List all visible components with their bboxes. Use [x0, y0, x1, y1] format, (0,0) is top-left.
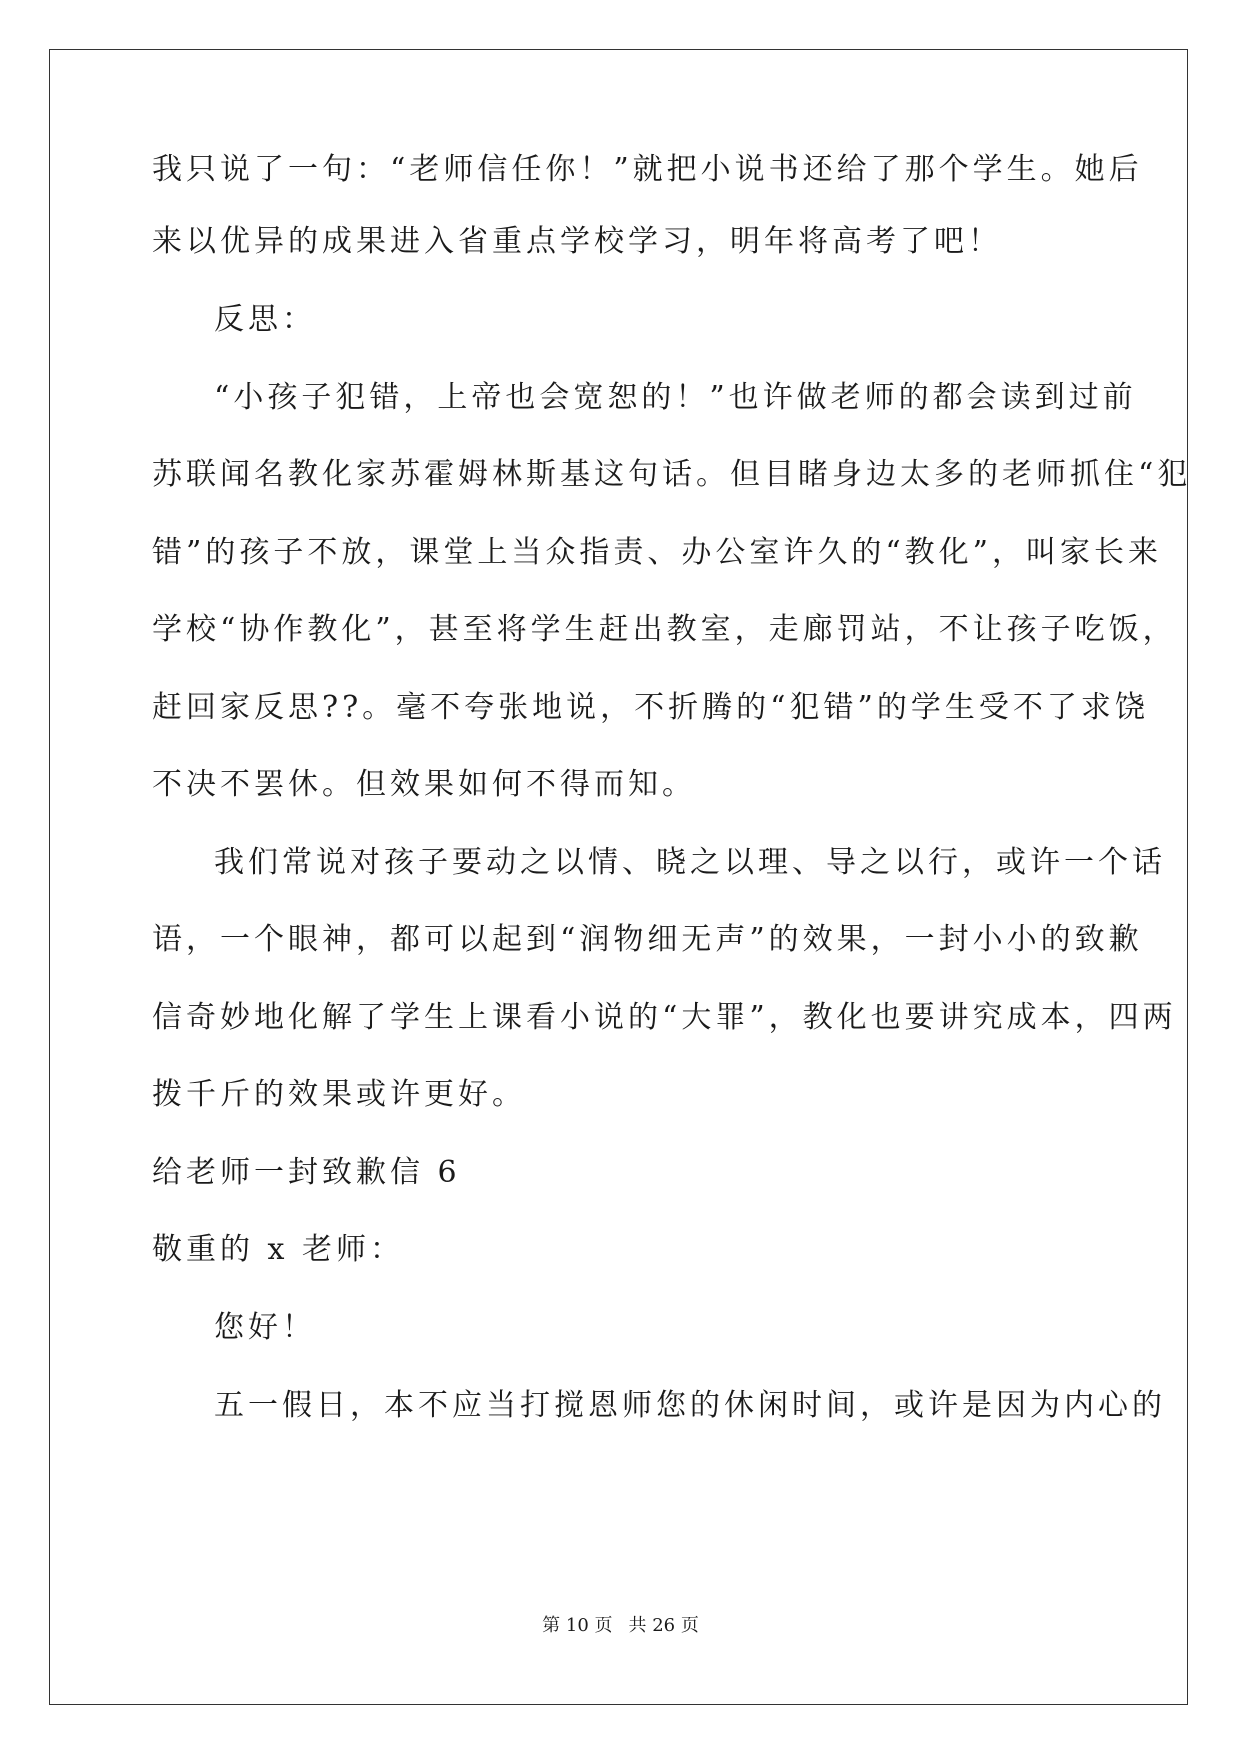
paragraph-line: 来以优异的成果进入省重点学校学习，明年将高考了吧！	[152, 224, 1002, 259]
page-total: 共 26 页	[628, 1615, 699, 1636]
page-footer	[0, 1614, 1241, 1638]
letter-salutation: 敬重的 x 老师：	[152, 1232, 404, 1267]
paragraph-line: 错”的孩子不放，课堂上当众指责、办公室许久的“教化”，叫家长来	[152, 535, 1163, 570]
paragraph-line: 我只说了一句：“老师信任你！”就把小说书还给了那个学生。她后	[152, 152, 1143, 187]
paragraph-line: “小孩子犯错，上帝也会宽恕的！”也许做老师的都会读到过前	[214, 380, 1137, 415]
paragraph-line: 不决不罢休。但效果如何不得而知。	[152, 767, 696, 802]
paragraph-line: 信奇妙地化解了学生上课看小说的“大罪”，教化也要讲究成本，四两	[152, 1000, 1177, 1035]
paragraph-line: 苏联闻名教化家苏霍姆林斯基这句话。但目睹身边太多的老师抓住“犯	[152, 457, 1192, 492]
paragraph-line: 学校“协作教化”，甚至将学生赶出教室，走廊罚站，不让孩子吃饭，	[152, 612, 1177, 647]
section-heading-reflection: 反思：	[214, 302, 316, 337]
paragraph-line: 语，一个眼神，都可以起到“润物细无声”的效果，一封小小的致歉	[152, 922, 1143, 957]
paragraph-line: 拨千斤的效果或许更好。	[152, 1077, 526, 1112]
paragraph-line: 五一假日，本不应当打搅恩师您的休闲时间，或许是因为内心的	[214, 1388, 1166, 1423]
letter-greeting: 您好！	[214, 1310, 316, 1345]
paragraph-line: 我们常说对孩子要动之以情、晓之以理、导之以行，或许一个话	[214, 845, 1166, 880]
letter-title: 给老师一封致歉信 6	[152, 1155, 461, 1190]
page-number: 第 10 页	[542, 1615, 613, 1636]
paragraph-line: 赶回家反思??。毫不夸张地说，不折腾的“犯错”的学生受不了求饶	[152, 690, 1149, 725]
